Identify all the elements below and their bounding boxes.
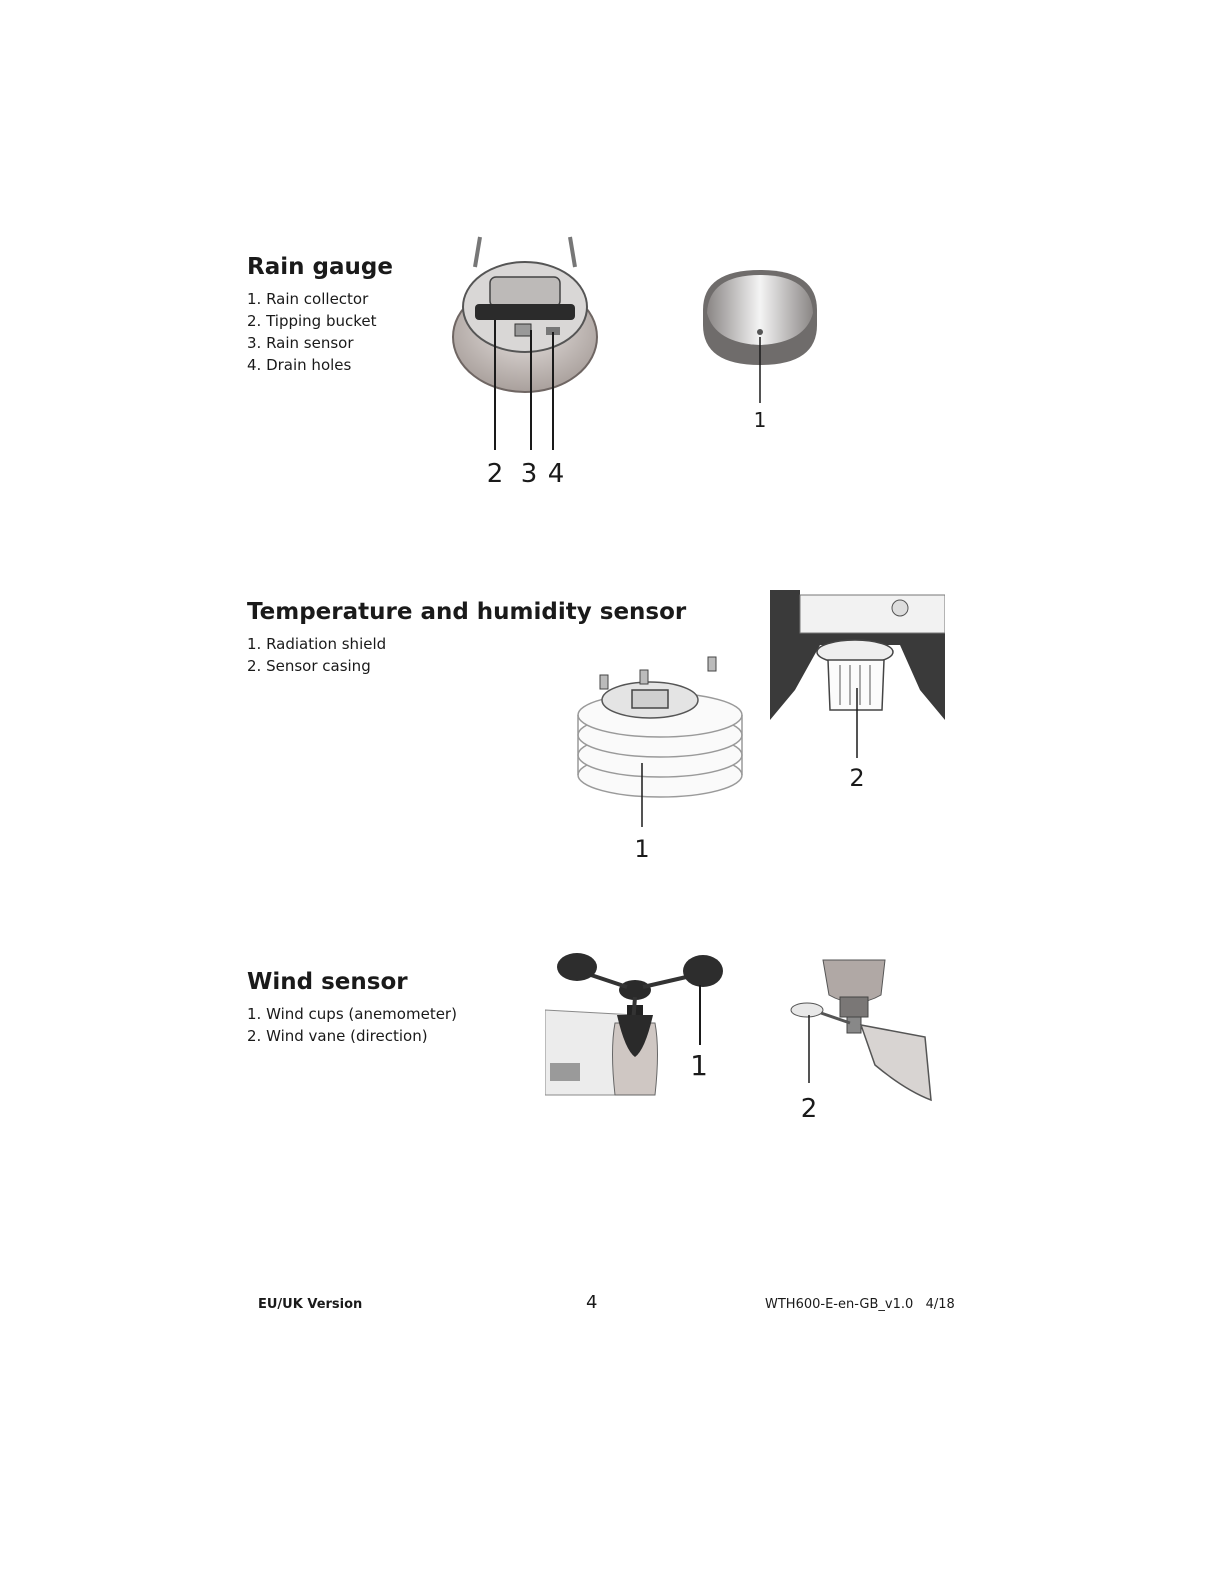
list-item: 2. Wind vane (direction) [247, 1027, 428, 1046]
callout-label: 2 [800, 1094, 818, 1124]
temperature-humidity-heading: Temperature and humidity sensor [247, 599, 687, 625]
wind-vane-illustration [785, 955, 935, 1125]
rain-gauge-section [247, 255, 393, 376]
callout-label: 1 [753, 408, 767, 432]
wind-sensor-parts-list [247, 1003, 457, 1047]
footer-document-id: WTH600-E-en-GB_v1.0 4/18 [765, 1297, 955, 1312]
rain-gauge-parts-list [247, 288, 393, 376]
footer-version: EU/UK Version [258, 1297, 363, 1312]
radiation-shield-illustration [570, 645, 750, 865]
list-item: 3. Rain sensor [247, 334, 354, 353]
rain-gauge-heading: Rain gauge [247, 254, 393, 280]
list-item: 2. Sensor casing [247, 657, 371, 676]
list-item: 1. Wind cups (anemometer) [247, 1005, 457, 1024]
callout-label: 2 [849, 764, 865, 792]
anemometer-illustration [545, 945, 745, 1100]
page-number: 4 [586, 1292, 598, 1313]
rain-collector-illustration [695, 265, 825, 435]
callout-label: 1 [690, 1049, 708, 1082]
wind-sensor-section [247, 970, 457, 1047]
callout-label: 4 [547, 459, 565, 489]
callout-label: 1 [634, 835, 650, 863]
rain-gauge-base-illustration [440, 232, 610, 492]
list-item: 1. Rain collector [247, 290, 369, 309]
list-item: 4. Drain holes [247, 356, 352, 375]
list-item: 1. Radiation shield [247, 635, 387, 654]
list-item: 2. Tipping bucket [247, 312, 377, 331]
callout-label: 2 [486, 459, 504, 489]
callout-label: 3 [520, 459, 538, 489]
wind-sensor-heading: Wind sensor [247, 969, 408, 995]
sensor-casing-illustration [770, 590, 945, 795]
